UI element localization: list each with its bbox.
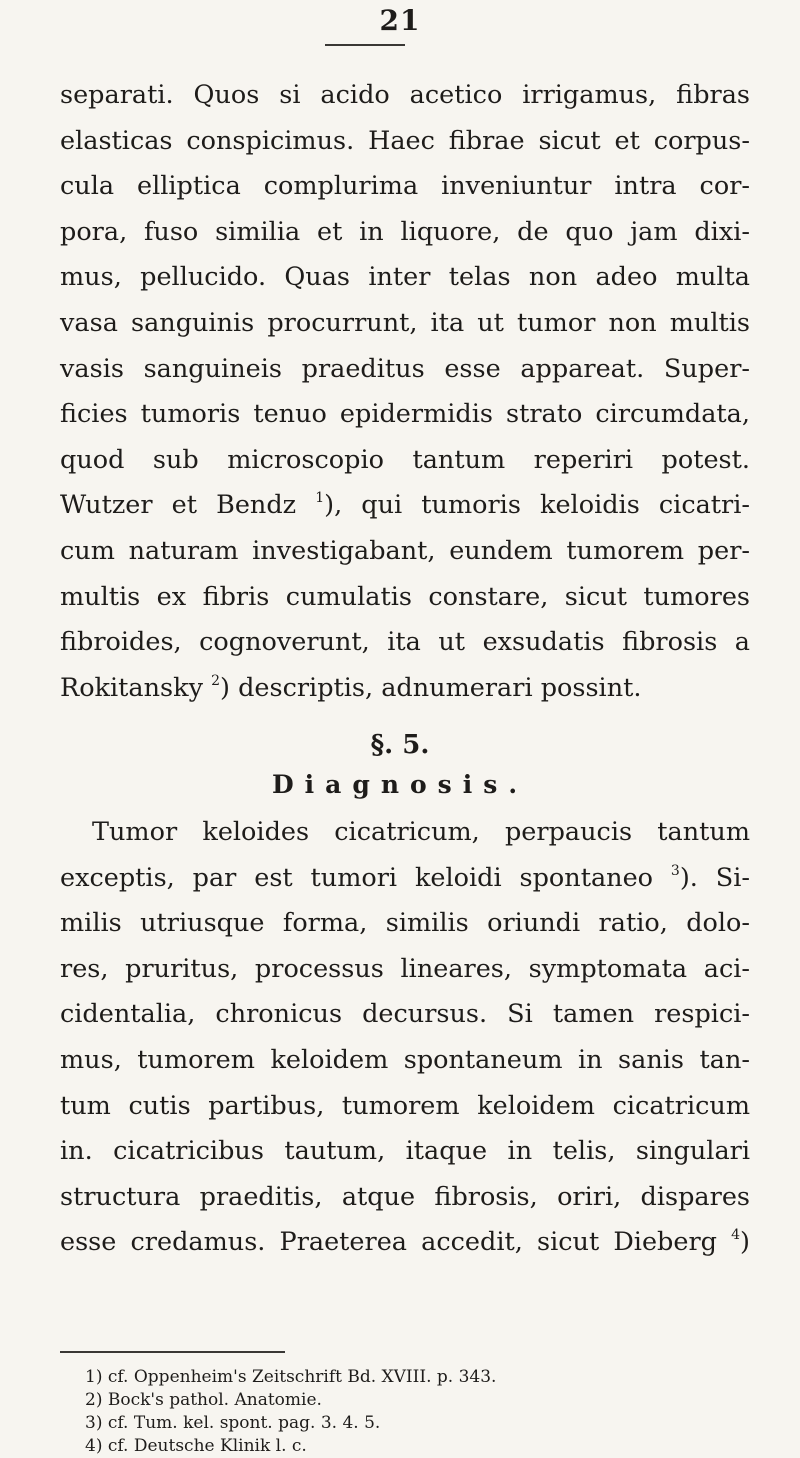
footnote-reference: 1 (315, 490, 325, 507)
text-line-with-reference (60, 483, 750, 529)
text-line: cula elliptica complurima inveniuntur intra cor- (60, 171, 750, 202)
text-segment: Rokitansky (60, 672, 203, 703)
footnote-reference: 4 (731, 1227, 741, 1244)
paragraph-body-2 (60, 810, 750, 1266)
text-line: tum cutis partibus, tumorem keloidem cicatricum (60, 1090, 750, 1121)
text-line: cum naturam investigabant, eundem tumorem per- (60, 535, 750, 566)
text-segment: exceptis, par est tumori keloidi spontaneo (60, 862, 654, 893)
footnotes (85, 1366, 765, 1458)
text-line: elasticas conspicimus. Haec fibrae sicut et corpus- (60, 125, 750, 156)
footnote-2: 2) Bock's pathol. Anatomie. (85, 1390, 322, 1410)
text-line: separati. Quos si acido acetico irrigamus, fibras (60, 80, 750, 110)
text-segment: ) descriptis, adnumerari possint. (220, 672, 642, 703)
text-line-with-reference (60, 856, 750, 902)
text-line: vasis sanguineis praeditus esse appareat. Super- (60, 353, 750, 384)
footnote-1: 1) cf. Oppenheim's Zeitschrift Bd. XVIII. p. 343. (85, 1367, 497, 1387)
footnote-3: 3) cf. Tum. kel. spont. pag. 3. 4. 5. (85, 1413, 381, 1433)
text-line: mus, pellucido. Quas inter telas non adeo multa (60, 262, 750, 293)
text-line: ficies tumoris tenuo epidermidis strato circumdata, (60, 399, 750, 430)
text-line: multis ex fibris cumulatis constare, sicut tumores (60, 581, 750, 612)
text-segment: esse credamus. Praeterea accedit, sicut Dieberg (60, 1227, 717, 1258)
header-rule (325, 44, 405, 46)
text-segment: ). Si- (679, 862, 751, 893)
text-line: fibroides, cognoverunt, ita ut exsudatis fibrosis a (60, 627, 750, 658)
section-title: Diagnosis. (271, 770, 529, 799)
footnote-reference: 3 (670, 862, 680, 879)
text-line: mus, tumorem keloidem spontaneum in sanis tan- (60, 1044, 750, 1075)
text-line: pora, fuso similia et in liquore, de quo jam dixi- (60, 216, 750, 247)
text-segment: Wutzer et Bendz (60, 490, 297, 521)
paragraph-body-1 (60, 73, 750, 711)
page-number: 21 (379, 4, 421, 37)
text-line-with-reference (60, 1220, 750, 1266)
text-line: quod sub microscopio tantum reperiri potest. (60, 444, 750, 475)
text-segment: ) (740, 1227, 750, 1258)
text-line: structura praeditis, atque fibrosis, oriri, dispares (60, 1181, 750, 1212)
footnote-rule (60, 1351, 285, 1353)
text-line: Tumor keloides cicatricum, perpaucis tantum (92, 817, 750, 847)
text-segment: ), qui tumoris keloidis cicatri- (324, 490, 751, 521)
text-line: in. cicatricibus tautum, itaque in telis, singulari (60, 1136, 750, 1167)
section-number: §. 5. (370, 730, 430, 760)
text-line: vasa sanguinis procurrunt, ita ut tumor non multis (60, 307, 750, 338)
text-line: milis utriusque forma, similis oriundi ratio, dolo- (60, 908, 750, 939)
text-line: cidentalia, chronicus decursus. Si tamen respici- (60, 999, 750, 1030)
footnote-reference: 2 (211, 672, 221, 689)
text-line-with-reference (60, 666, 750, 712)
footnote-4: 4) cf. Deutsche Klinik l. c. (85, 1436, 307, 1456)
text-line: res, pruritus, processus lineares, symptomata aci- (60, 953, 750, 984)
